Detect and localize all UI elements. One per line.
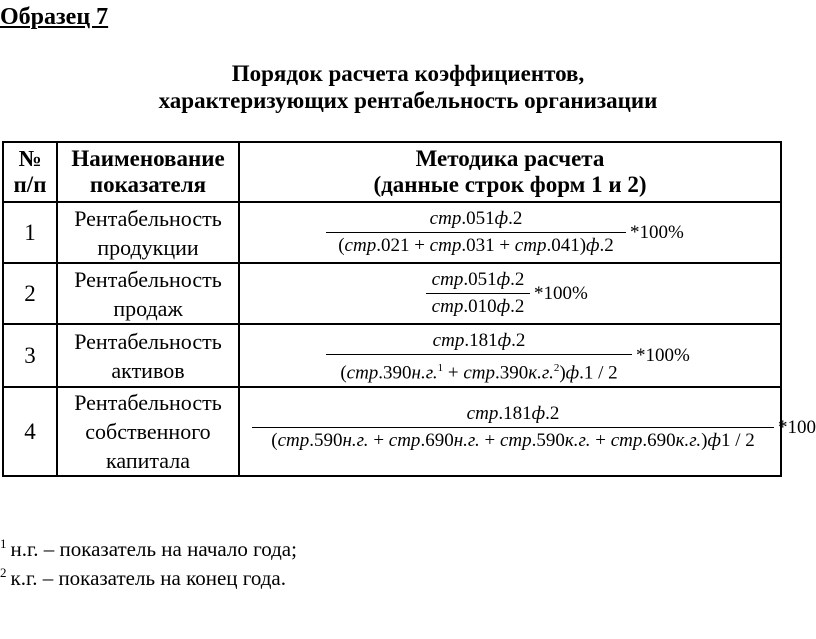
formula-denominator: (стр.021 + стр.031 + стр.041)ф.2 [326, 232, 626, 259]
footnote-2: $^2$ к.г. – показатель на конец года. [0, 565, 287, 590]
formula-fraction [326, 206, 626, 259]
formula-fraction [426, 267, 530, 320]
formula-denominator: (стр.390н.г.$^1$ + стр.390к.г.$^2$)ф.1 / 2 [326, 354, 632, 386]
formula-multiplier: *100% [534, 283, 588, 304]
table-row [3, 387, 781, 476]
footnote-1: $^1$ н.г. – показатель на начало года; [0, 536, 297, 561]
formula-numerator: стр.181ф.2 [432, 330, 526, 351]
header-number: № п/п [3, 142, 57, 202]
formula-numerator: стр.051ф.2 [429, 208, 523, 229]
formula-numerator: стр.051ф.2 [431, 269, 525, 290]
formula-numerator: стр.181ф.2 [466, 403, 560, 424]
indicator-name: Рентабельность продаж [57, 263, 239, 324]
formula-denominator: стр.010ф.2 [426, 293, 530, 320]
table-row [3, 324, 781, 387]
sample-label: Образец 7 [0, 4, 109, 30]
table-row [3, 202, 781, 263]
formula-denominator: (стр.590н.г. + стр.690н.г. + стр.590к.г. + стр.690к.г.)ф1 / 2 [252, 427, 774, 454]
formula-cell [239, 324, 781, 387]
row-number: 2 [3, 263, 57, 324]
row-number: 4 [3, 387, 57, 476]
formula-cell [239, 387, 816, 476]
calculation-table [2, 141, 816, 477]
indicator-name: Рентабельность активов [57, 324, 239, 387]
table-header-row [3, 142, 781, 202]
indicator-name: Рентабельность собственного капитала [57, 387, 239, 476]
document-title-line2: характеризующих рентабельность организации [158, 88, 658, 113]
header-indicator-name: Наименование показателя [57, 142, 239, 202]
row-number: 1 [3, 202, 57, 263]
document-title-line1: Порядок расчета коэффициентов, [231, 61, 585, 86]
formula-fraction [252, 401, 774, 454]
formula-fraction [326, 328, 632, 386]
row-number: 3 [3, 324, 57, 387]
formula-cell [239, 202, 781, 263]
formula-multiplier: *100% [630, 222, 684, 243]
header-method: Методика расчета (данные строк форм 1 и 2) [239, 142, 781, 202]
formula-multiplier: *100 [778, 417, 816, 438]
table-row [3, 263, 781, 324]
indicator-name: Рентабельность продукции [57, 202, 239, 263]
formula-cell [239, 263, 781, 324]
formula-multiplier: *100% [636, 345, 690, 366]
